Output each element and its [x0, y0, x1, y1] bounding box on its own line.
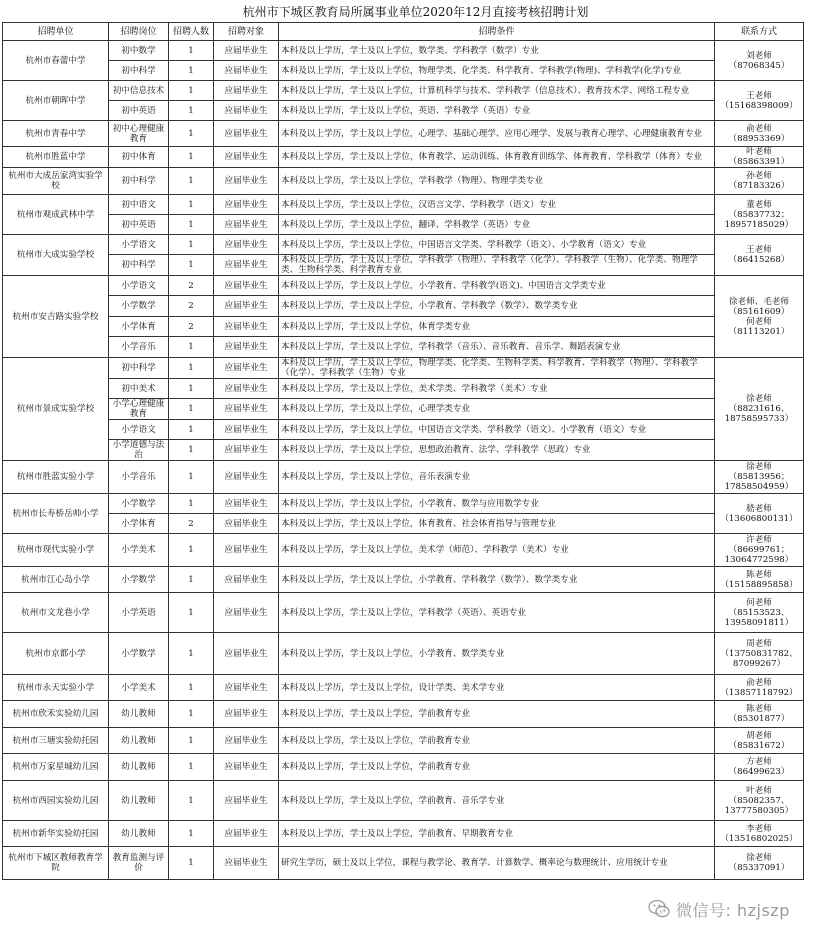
count-cell: 1	[169, 534, 214, 567]
contact-cell: 叶老师 （85082357、 13777580305）	[715, 781, 804, 821]
requirements-cell: 本科及以上学历，学士及以上学位，小学教育、学科教学（数学）、数学类专业	[279, 567, 715, 593]
unit-cell: 杭州市长寿桥岳帅小学	[3, 494, 109, 534]
target-cell: 应届毕业生	[214, 195, 279, 215]
post-cell: 初中英语	[109, 101, 169, 121]
post-cell: 初中信息技术	[109, 81, 169, 101]
table-row	[3, 337, 804, 358]
count-cell: 1	[169, 101, 214, 121]
contact-cell: 何老师 （85153523、 13958091811）	[715, 593, 804, 633]
count-cell: 2	[169, 317, 214, 337]
target-cell: 应届毕业生	[214, 754, 279, 781]
post-cell: 幼儿教师	[109, 728, 169, 754]
unit-cell: 杭州市胜蓝实验小学	[3, 461, 109, 494]
target-cell: 应届毕业生	[214, 358, 279, 379]
contact-cell: 叶老师 （85863391）	[715, 147, 804, 168]
table-row	[3, 781, 804, 821]
requirements-cell: 本科及以上学历，学士及以上学位，美术学（师范）、学科教学（美术）专业	[279, 534, 715, 567]
table-row	[3, 399, 804, 420]
table-row	[3, 215, 804, 235]
requirements-cell: 本科及以上学历，学士及以上学位，学科教学（物理）、物理学类专业	[279, 168, 715, 195]
table-row	[3, 358, 804, 379]
target-cell: 应届毕业生	[214, 675, 279, 701]
post-cell: 初中语文	[109, 195, 169, 215]
post-cell: 小学体育	[109, 317, 169, 337]
unit-cell: 杭州市下城区教师教育学院	[3, 847, 109, 880]
count-cell: 2	[169, 276, 214, 296]
requirements-cell: 本科及以上学历，学士及以上学位，学前教育专业	[279, 728, 715, 754]
count-cell: 1	[169, 675, 214, 701]
post-cell: 小学数学	[109, 494, 169, 514]
header-count: 招聘人数	[169, 23, 214, 41]
header-requirements: 招聘条件	[279, 23, 715, 41]
table-row	[3, 514, 804, 534]
table-row	[3, 675, 804, 701]
count-cell: 1	[169, 593, 214, 633]
target-cell: 应届毕业生	[214, 147, 279, 168]
count-cell: 1	[169, 235, 214, 255]
target-cell: 应届毕业生	[214, 276, 279, 296]
table-row	[3, 276, 804, 296]
contact-cell: 董老师 （85837732； 18957185029）	[715, 195, 804, 235]
requirements-cell: 本科及以上学历，学士及以上学位，体育教学、运动训练、体育教育训练学、体育教育、学科教学（体育）专业	[279, 147, 715, 168]
post-cell: 小学心理健康教育	[109, 399, 169, 420]
requirements-cell: 本科及以上学历，学士及以上学位，中国语言文学类、学科教学（语文）、小学教育（语文）专业	[279, 420, 715, 440]
contact-cell: 周老师 （13750831782、 87099267）	[715, 633, 804, 675]
count-cell: 1	[169, 358, 214, 379]
table-row	[3, 168, 804, 195]
table-row	[3, 461, 804, 494]
requirements-cell: 本科及以上学历，学士及以上学位，思想政治教育、法学、学科教学（思政）专业	[279, 440, 715, 461]
target-cell: 应届毕业生	[214, 593, 279, 633]
requirements-cell: 本科及以上学历，学士及以上学位，音乐表演专业	[279, 461, 715, 494]
requirements-cell: 本科及以上学历，学士及以上学位，学科教学（音乐）、音乐教育、音乐学、舞蹈表演专业	[279, 337, 715, 358]
header-unit: 招聘单位	[3, 23, 109, 41]
requirements-cell: 本科及以上学历，学士及以上学位，英语、学科教学（英语）专业	[279, 101, 715, 121]
unit-cell: 杭州市新华实验幼托园	[3, 821, 109, 847]
target-cell: 应届毕业生	[214, 81, 279, 101]
contact-cell: 嵇老师 （13606800131）	[715, 494, 804, 534]
count-cell: 1	[169, 379, 214, 399]
target-cell: 应届毕业生	[214, 567, 279, 593]
post-cell: 小学道德与法治	[109, 440, 169, 461]
contact-cell: 许老师 （86699761； 13064772598）	[715, 534, 804, 567]
post-cell: 小学美术	[109, 534, 169, 567]
target-cell: 应届毕业生	[214, 728, 279, 754]
unit-cell: 杭州市朝晖中学	[3, 81, 109, 121]
requirements-cell: 本科及以上学历，学士及以上学位，体育学类专业	[279, 317, 715, 337]
target-cell: 应届毕业生	[214, 399, 279, 420]
requirements-cell: 本科及以上学历，学士及以上学位，物理学类、化学类、科学教育、学科教学(物理)、学科教学(化学)专业	[279, 61, 715, 81]
count-cell: 1	[169, 781, 214, 821]
target-cell: 应届毕业生	[214, 235, 279, 255]
unit-cell: 杭州市青春中学	[3, 121, 109, 147]
requirements-cell: 本科及以上学历，学士及以上学位，学前教育、早期教育专业	[279, 821, 715, 847]
table-row	[3, 847, 804, 880]
table-row	[3, 728, 804, 754]
target-cell: 应届毕业生	[214, 296, 279, 317]
post-cell: 初中心理健康教育	[109, 121, 169, 147]
unit-cell: 杭州市现代实验小学	[3, 534, 109, 567]
requirements-cell: 本科及以上学历，学士及以上学位，学前教育专业	[279, 754, 715, 781]
unit-cell: 杭州市景成实验学校	[3, 358, 109, 461]
table-row	[3, 61, 804, 81]
requirements-cell: 本科及以上学历，学士及以上学位，小学教育、数学类专业	[279, 633, 715, 675]
header-contact: 联系方式	[715, 23, 804, 41]
contact-cell: 王老师 （15168398009）	[715, 81, 804, 121]
unit-cell: 杭州市永天实验小学	[3, 675, 109, 701]
table-row	[3, 567, 804, 593]
post-cell: 小学英语	[109, 593, 169, 633]
requirements-cell: 本科及以上学历，学士及以上学位，学前教育专业	[279, 701, 715, 728]
target-cell: 应届毕业生	[214, 379, 279, 399]
target-cell: 应届毕业生	[214, 440, 279, 461]
requirements-cell: 本科及以上学历，学士及以上学位，设计学类、美术学专业	[279, 675, 715, 701]
unit-cell: 杭州市胜蓝中学	[3, 147, 109, 168]
count-cell: 1	[169, 633, 214, 675]
count-cell: 1	[169, 399, 214, 420]
target-cell: 应届毕业生	[214, 847, 279, 880]
table-row	[3, 296, 804, 317]
target-cell: 应届毕业生	[214, 494, 279, 514]
unit-cell: 杭州市安吉路实验学校	[3, 276, 109, 358]
watermark-text: 微信号: hzjszp	[676, 900, 790, 920]
table-row	[3, 379, 804, 399]
count-cell: 1	[169, 821, 214, 847]
table-row	[3, 255, 804, 276]
requirements-cell: 本科及以上学历，学士及以上学位，汉语言文学、学科教学（语文）专业	[279, 195, 715, 215]
count-cell: 1	[169, 121, 214, 147]
count-cell: 1	[169, 461, 214, 494]
table-row	[3, 633, 804, 675]
count-cell: 1	[169, 728, 214, 754]
unit-cell: 杭州市西园实验幼儿园	[3, 781, 109, 821]
unit-cell: 杭州市文龙巷小学	[3, 593, 109, 633]
requirements-cell: 本科及以上学历，学士及以上学位，体育教育、社会体育指导与管理专业	[279, 514, 715, 534]
unit-cell: 杭州市大成岳家湾实验学校	[3, 168, 109, 195]
count-cell: 1	[169, 420, 214, 440]
target-cell: 应届毕业生	[214, 781, 279, 821]
target-cell: 应届毕业生	[214, 168, 279, 195]
contact-cell: 王老师 （86415268）	[715, 235, 804, 276]
requirements-cell: 本科及以上学历，学士及以上学位，中国语言文学类、学科教学（语文）、小学教育（语文）专业	[279, 235, 715, 255]
unit-cell: 杭州市京都小学	[3, 633, 109, 675]
table-row	[3, 701, 804, 728]
header-post: 招聘岗位	[109, 23, 169, 41]
target-cell: 应届毕业生	[214, 101, 279, 121]
contact-cell: 陈老师 （15158895858）	[715, 567, 804, 593]
post-cell: 初中数学	[109, 41, 169, 61]
table-row	[3, 494, 804, 514]
unit-cell: 杭州市江心岛小学	[3, 567, 109, 593]
target-cell: 应届毕业生	[214, 41, 279, 61]
post-cell: 小学音乐	[109, 337, 169, 358]
requirements-cell: 本科及以上学历，学士及以上学位，物理学类、化学类、生物科学类、科学教育、学科教学（物理）、学科教学（化学）、学科教学（生物）专业	[279, 358, 715, 379]
count-cell: 2	[169, 296, 214, 317]
count-cell: 1	[169, 195, 214, 215]
contact-cell: 陈老师 （85301877）	[715, 701, 804, 728]
target-cell: 应届毕业生	[214, 255, 279, 276]
table-row	[3, 754, 804, 781]
contact-cell: 孙老师 （87183326）	[715, 168, 804, 195]
requirements-cell: 本科及以上学历，学士及以上学位，小学教育、学科教学（数学）、数学类专业	[279, 296, 715, 317]
table-row	[3, 317, 804, 337]
target-cell: 应届毕业生	[214, 337, 279, 358]
contact-cell: 刘老师 （87068345）	[715, 41, 804, 81]
count-cell: 1	[169, 494, 214, 514]
count-cell: 1	[169, 847, 214, 880]
target-cell: 应届毕业生	[214, 61, 279, 81]
target-cell: 应届毕业生	[214, 420, 279, 440]
target-cell: 应届毕业生	[214, 461, 279, 494]
count-cell: 1	[169, 81, 214, 101]
post-cell: 小学音乐	[109, 461, 169, 494]
recruitment-table	[2, 22, 804, 880]
unit-cell: 杭州市大成实验学校	[3, 235, 109, 276]
target-cell: 应届毕业生	[214, 514, 279, 534]
requirements-cell: 本科及以上学历，学士及以上学位，学科教学（英语）、英语专业	[279, 593, 715, 633]
count-cell: 1	[169, 337, 214, 358]
requirements-cell: 本科及以上学历，学士及以上学位，数学类、学科教学（数学）专业	[279, 41, 715, 61]
contact-cell: 徐老师 （85337091）	[715, 847, 804, 880]
table-row	[3, 41, 804, 61]
post-cell: 小学语文	[109, 276, 169, 296]
post-cell: 小学美术	[109, 675, 169, 701]
post-cell: 初中科学	[109, 255, 169, 276]
table-row	[3, 821, 804, 847]
post-cell: 幼儿教师	[109, 754, 169, 781]
requirements-cell: 本科及以上学历，学士及以上学位，小学教育、学科教学(语文)、中国语言文学类专业	[279, 276, 715, 296]
header-row	[3, 23, 804, 41]
contact-cell: 徐老师 （88231616、 18758595733）	[715, 358, 804, 461]
unit-cell: 杭州市春蕾中学	[3, 41, 109, 81]
contact-cell: 李老师 （13516802025）	[715, 821, 804, 847]
table-row	[3, 593, 804, 633]
post-cell: 小学数学	[109, 296, 169, 317]
unit-cell: 杭州市观成武林中学	[3, 195, 109, 235]
page-title: 杭州市下城区教育局所属事业单位2020年12月直接考核招聘计划	[242, 5, 589, 19]
contact-cell: 方老师 （86499623）	[715, 754, 804, 781]
target-cell: 应届毕业生	[214, 701, 279, 728]
contact-cell: 徐老师 （85813956； 17858504959）	[715, 461, 804, 494]
wechat-icon	[648, 899, 670, 919]
unit-cell: 杭州市万家星城幼儿园	[3, 754, 109, 781]
count-cell: 1	[169, 701, 214, 728]
requirements-cell: 本科及以上学历，学士及以上学位，计算机科学与技术、学科教学（信息技术）、教育技术学、网络工程专业	[279, 81, 715, 101]
post-cell: 小学体育	[109, 514, 169, 534]
table-row	[3, 235, 804, 255]
header-target: 招聘对象	[214, 23, 279, 41]
post-cell: 小学语文	[109, 235, 169, 255]
unit-cell: 杭州市三塘实验幼托园	[3, 728, 109, 754]
post-cell: 初中科学	[109, 358, 169, 379]
post-cell: 初中美术	[109, 379, 169, 399]
count-cell: 1	[169, 567, 214, 593]
count-cell: 1	[169, 440, 214, 461]
count-cell: 1	[169, 147, 214, 168]
table-row	[3, 534, 804, 567]
requirements-cell: 本科及以上学历，学士及以上学位，心理学、基础心理学、应用心理学、发展与教育心理学、心理健康教育专业	[279, 121, 715, 147]
target-cell: 应届毕业生	[214, 317, 279, 337]
requirements-cell: 本科及以上学历，学士及以上学位，小学教育、数学与应用数学专业	[279, 494, 715, 514]
requirements-cell: 本科及以上学历，学士及以上学位，学前教育、音乐学专业	[279, 781, 715, 821]
count-cell: 1	[169, 255, 214, 276]
table-row	[3, 440, 804, 461]
unit-cell: 杭州市欣禾实验幼儿园	[3, 701, 109, 728]
count-cell: 1	[169, 168, 214, 195]
post-cell: 小学语文	[109, 420, 169, 440]
post-cell: 教育监测与评价	[109, 847, 169, 880]
table-row	[3, 147, 804, 168]
post-cell: 幼儿教师	[109, 781, 169, 821]
count-cell: 1	[169, 754, 214, 781]
table-row	[3, 121, 804, 147]
count-cell: 1	[169, 61, 214, 81]
post-cell: 小学数学	[109, 633, 169, 675]
table-row	[3, 420, 804, 440]
table-row	[3, 81, 804, 101]
post-cell: 小学数学	[109, 567, 169, 593]
contact-cell: 徐老师、毛老师 （85161609） 何老师 （81113201）	[715, 276, 804, 358]
requirements-cell: 研究生学历，硕士及以上学位，课程与教学论、教育学、计算数学、概率论与数理统计、应用统计专业	[279, 847, 715, 880]
count-cell: 2	[169, 514, 214, 534]
requirements-cell: 本科及以上学历，学士及以上学位，学科教学（物理）、学科教学（化学）、学科教学（生物）、化学类、物理学类、生物科学类、科学教育专业	[279, 255, 715, 276]
table-row	[3, 101, 804, 121]
target-cell: 应届毕业生	[214, 121, 279, 147]
target-cell: 应届毕业生	[214, 215, 279, 235]
post-cell: 幼儿教师	[109, 821, 169, 847]
target-cell: 应届毕业生	[214, 534, 279, 567]
count-cell: 1	[169, 41, 214, 61]
post-cell: 初中体育	[109, 147, 169, 168]
table-body	[3, 41, 804, 880]
requirements-cell: 本科及以上学历，学士及以上学位，美术学类、学科教学（美术）专业	[279, 379, 715, 399]
contact-cell: 胡老师 （85831672）	[715, 728, 804, 754]
post-cell: 初中科学	[109, 61, 169, 81]
post-cell: 幼儿教师	[109, 701, 169, 728]
requirements-cell: 本科及以上学历，学士及以上学位，心理学类专业	[279, 399, 715, 420]
table-row	[3, 195, 804, 215]
contact-cell: 俞老师 （88953369）	[715, 121, 804, 147]
target-cell: 应届毕业生	[214, 633, 279, 675]
target-cell: 应届毕业生	[214, 821, 279, 847]
requirements-cell: 本科及以上学历，学士及以上学位，翻译、学科教学（英语）专业	[279, 215, 715, 235]
contact-cell: 俞老师 （13857118792）	[715, 675, 804, 701]
post-cell: 初中英语	[109, 215, 169, 235]
wechat-watermark	[648, 896, 828, 922]
count-cell: 1	[169, 215, 214, 235]
post-cell: 初中科学	[109, 168, 169, 195]
